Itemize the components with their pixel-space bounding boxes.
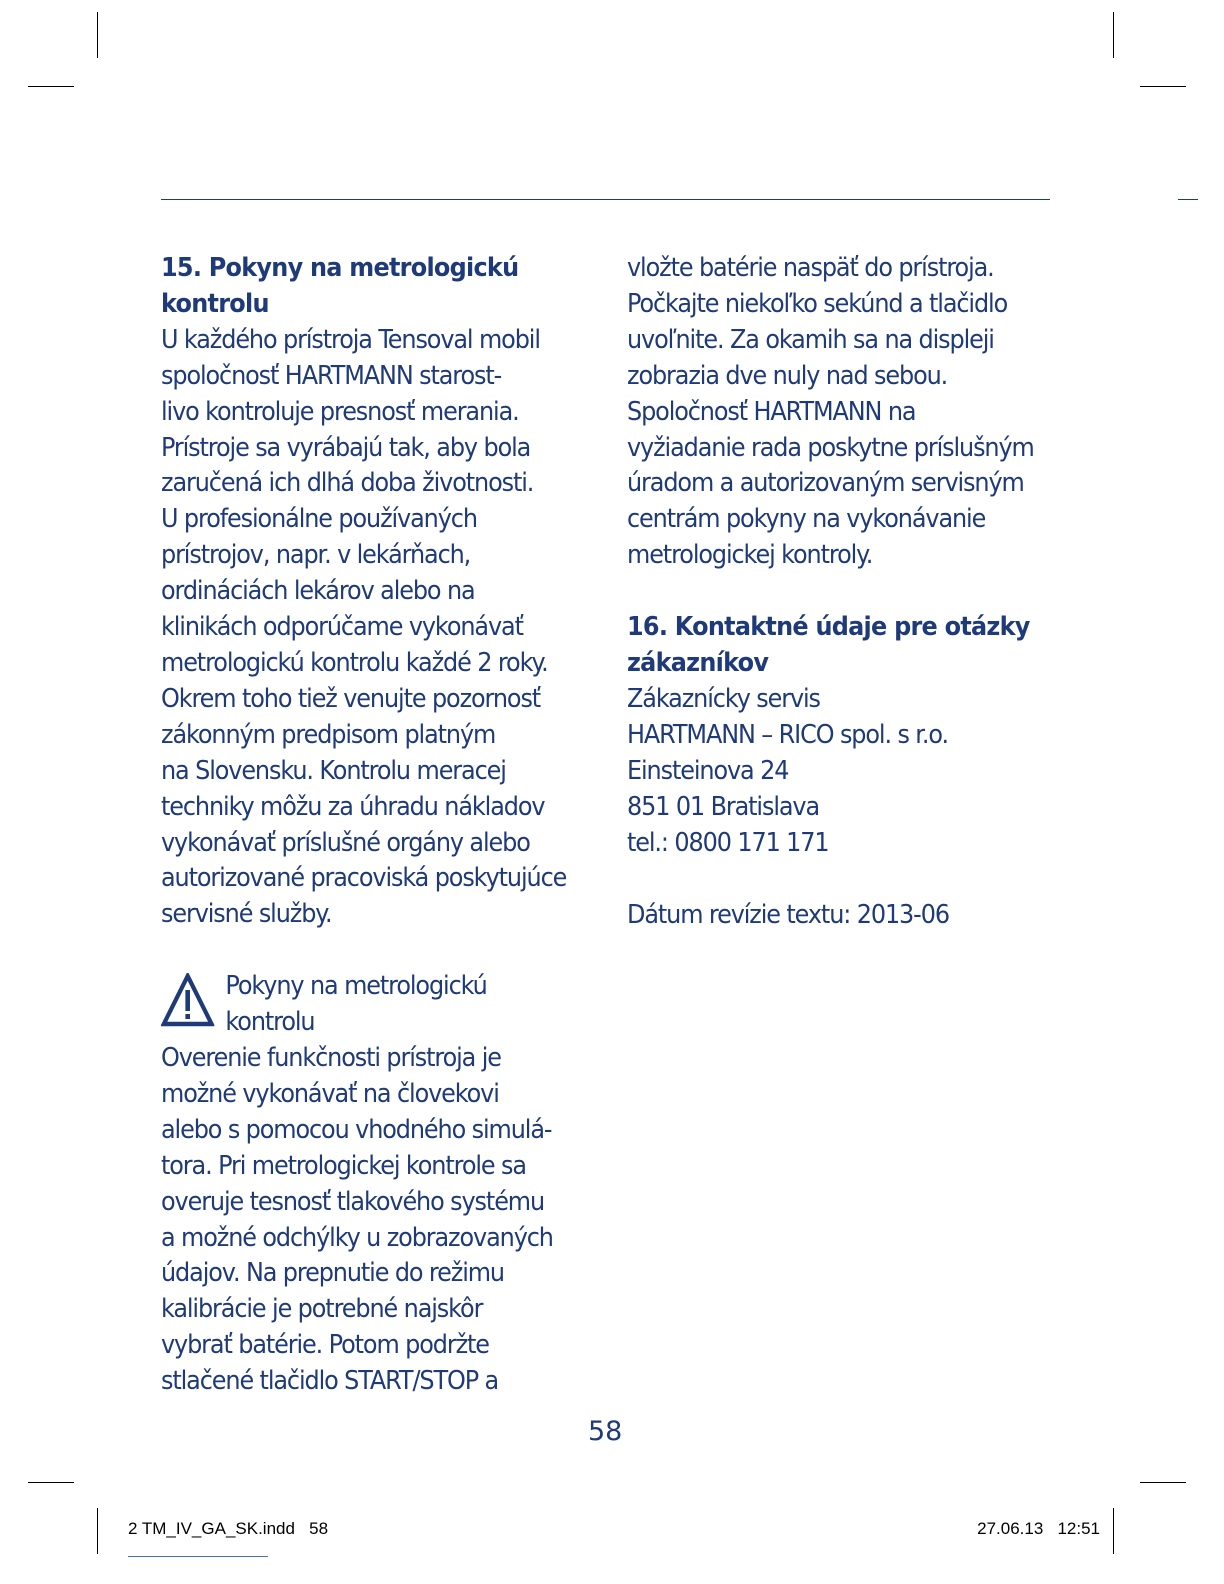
contact-line: HARTMANN – RICO spol. s r.o. xyxy=(627,719,948,750)
section-15-body xyxy=(161,323,593,933)
crop-mark xyxy=(1140,86,1186,87)
contact-line: Einsteinova 24 xyxy=(627,755,789,786)
body-line: zákonným predpisom platným xyxy=(161,719,496,750)
warning-notice xyxy=(161,969,593,1400)
body-line: U každého prístroja Tensoval mobil xyxy=(161,324,540,355)
right-column xyxy=(627,251,1059,933)
body-line: Prístroje sa vyrábajú tak, aby bola xyxy=(161,432,531,463)
contact-phone: tel.: 0800 171 171 xyxy=(627,827,829,858)
body-line: servisné služby. xyxy=(161,899,332,930)
body-line: zobrazia dve nuly nad sebou. xyxy=(627,360,948,391)
slug-underline xyxy=(128,1556,268,1557)
body-line: overuje tesnosť tlakového systému xyxy=(161,1186,545,1217)
warning-title-line: kontrolu xyxy=(225,1007,315,1038)
margin-tick xyxy=(1178,199,1198,200)
body-line: techniky môžu za úhradu nákladov xyxy=(161,791,545,822)
heading-line: zákazníkov xyxy=(627,648,769,679)
print-slug-date: 27.06.13 12:51 xyxy=(977,1519,1100,1538)
heading-line: 15. Pokyny na metrologickú xyxy=(161,253,519,283)
revision-date-text: Dátum revízie textu: 2013-06 xyxy=(627,899,949,930)
contact-details xyxy=(627,682,1059,862)
body-line: metrologickej kontroly. xyxy=(627,540,873,571)
header-rule xyxy=(161,199,1050,200)
body-line: alebo s pomocou vhodného simulá- xyxy=(161,1114,552,1145)
contact-line: Zákaznícky servis xyxy=(627,683,820,714)
warning-title xyxy=(161,969,593,1041)
body-line: Počkajte niekoľko sekúnd a tlačidlo xyxy=(627,288,1008,319)
body-line: kalibrácie je potrebné najskôr xyxy=(161,1294,483,1325)
body-line: Overenie funkčnosti prístroja je xyxy=(161,1043,501,1074)
body-line: a možné odchýlky u zobrazovaných xyxy=(161,1222,553,1253)
body-line: livo kontroluje presnosť merania. xyxy=(161,396,519,427)
heading-line: 16. Kontaktné údaje pre otázky xyxy=(627,612,1030,643)
contact-line: 851 01 Bratislava xyxy=(627,791,820,822)
body-line: možné vykonávať na človekovi xyxy=(161,1078,499,1109)
body-line: na Slovensku. Kontrolu meracej xyxy=(161,755,506,786)
body-line: autorizované pracoviská poskytujúce xyxy=(161,863,567,894)
crop-mark xyxy=(1140,1482,1186,1483)
crop-mark xyxy=(28,1482,74,1483)
warning-title-line: Pokyny na metrologickú xyxy=(225,971,487,1002)
body-line: uvoľnite. Za okamih sa na displeji xyxy=(627,324,994,355)
body-line: stlačené tlačidlo START/STOP a xyxy=(161,1366,499,1397)
warning-body xyxy=(161,1041,593,1400)
body-line: centrám pokyny na vykonávanie xyxy=(627,504,986,535)
body-line: U profesionálne používaných xyxy=(161,504,477,535)
body-line: zaručená ich dlhá doba životnosti. xyxy=(161,468,534,499)
body-line: vykonávať príslušné orgány alebo xyxy=(161,827,530,858)
body-line: prístrojov, napr. v lekárňach, xyxy=(161,540,471,571)
section-16-heading xyxy=(627,610,1059,682)
body-line: Spoločnosť HARTMANN na xyxy=(627,396,916,427)
page-number: 58 xyxy=(588,1416,623,1447)
revision-date xyxy=(627,898,1059,934)
crop-mark xyxy=(1113,12,1114,58)
body-line: úradom a autorizovaným servisným xyxy=(627,468,1024,499)
body-line: metrologickú kontrolu každé 2 roky. xyxy=(161,647,548,678)
body-line: ordináciách lekárov alebo na xyxy=(161,576,475,607)
heading-line: kontrolu xyxy=(161,288,269,319)
body-line: Okrem toho tiež venujte pozornosť xyxy=(161,683,541,714)
print-slug-file: 2 TM_IV_GA_SK.indd 58 xyxy=(128,1519,329,1538)
section-15-heading xyxy=(161,251,593,323)
body-line: vložte batérie naspäť do prístroja. xyxy=(627,253,994,283)
crop-mark xyxy=(97,12,98,58)
left-column xyxy=(161,251,593,1400)
warning-triangle-icon xyxy=(161,973,214,1027)
continuation-text xyxy=(627,251,1059,574)
body-line: klinikách odporúčame vykonávať xyxy=(161,612,523,643)
body-line: spoločnosť HARTMANN starost- xyxy=(161,360,502,391)
crop-mark xyxy=(97,1508,98,1554)
body-line: údajov. Na prepnutie do režimu xyxy=(161,1258,505,1289)
body-line: tora. Pri metrologickej kontrole sa xyxy=(161,1150,526,1181)
body-line: vyžiadanie rada poskytne príslušným xyxy=(627,432,1034,463)
crop-mark xyxy=(28,86,74,87)
body-line: vybrať batérie. Potom podržte xyxy=(161,1330,489,1361)
crop-mark xyxy=(1113,1508,1114,1554)
